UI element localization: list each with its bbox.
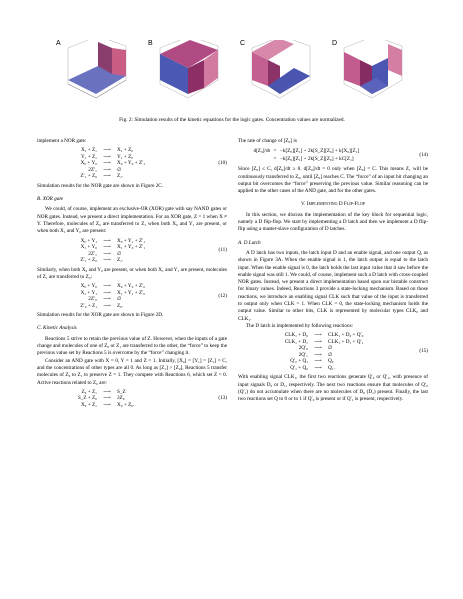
eq-row: X₁ + Y₀ ⟶ X₁ + Y₀ + Z′₁ [80,244,146,251]
equation-11 [37,238,227,264]
eq-row: Z′₀ + Z₁ ⟶ Z₀. [80,302,124,309]
eq-row: 2Z′₁ ⟶ ∅ [88,166,122,173]
kinetic-paragraph-1: Reactions 5 strive to retain the previous value of Z. However, when the inputs of a gate change and molecules of one of Z₀ or Z₁ are transferred to the other, the “force” to keep the previous value set by Reactions 5 is overcome by the “force” changing it. [37,335,227,357]
equation-14 [238,147,428,163]
latch-paragraph-1: A D latch has two inputs, the latch input D and an enable signal, and one output Q, as shown in Figure 3A. When the enable signal is 1, the latch output is equal to the latch input. When the enable signal is 0, the latch holds the last input value that it saw before the enable signal was still 1. We could, of course, implement such a D latch with cross-coupled NOR gates. Instead, we present a direct implementation based upon our bistable construct for binary values. Indeed, Reactions 3 provide a state-locking mechanism. Based on those reactions, we introduce an enabling signal CLK such that value of the input is transferred to output only when CLK = 1. When CLK = 0, the state-locking mechanism holds the output value. Similar to other bits, CLK is represented by molecular types CLK₀ and CLK₁. [238,249,428,322]
eq-row: Z₀ + Z₁ ⟶ S_Z [81,388,126,395]
eq-row: d[Z₀]/dt = −k[Z₀][Z₁] + 2k[S_Z][Z₀] + k[X₀][Z₁] [253,148,360,155]
kinetic-heading: C. Kinetic Analysis [37,325,77,332]
equation-number: (13) [218,394,227,401]
right-column [238,138,428,403]
eq-row: 2Z′₀ ⟶ ∅ [88,296,122,303]
eq-row: Q′₀ + Q₁ ⟶ Q₀ [290,358,334,365]
nor-intro: implement a NOR gate: [37,138,87,144]
figure-caption: Fig. 2: Simulation results of the kinetic equations for the logic gates. Concentration values are normalized. [119,117,345,123]
equation-number: (10) [218,159,227,166]
eq-row: CLK₁ + D₀ ⟶ CLK₁ + D₀ + Q′₀ [284,332,364,339]
eq-row: 2Z′₁ ⟶ ∅ [88,250,122,257]
panel-label-d: D [332,40,338,47]
equation-10 [37,147,227,180]
kinetic-paragraph-2: Consider an AND gate with X = 0, Y = 1 and Z = 1. Initially, [X₀] = [Y₁] = [Z₁] = C, and the concentrations of other types are all 0. As long as [Z₁] > [Z₀], Reactions 5 transfer molecules of Z₀ to Z₁ to preserve Z = 1. They compete with Reactions 6, which set Z = 0. Active reactions related to Z₀ are: [37,357,227,386]
panel-label-c: C [240,40,246,47]
eq-row: CLK₁ + D₁ ⟶ CLK₁ + D₁ + Q′₁ [284,338,364,345]
eq-row: X₀ + Y₀ ⟶ X₀ + Y₀ + Z′₀ [80,283,146,290]
equation-12 [37,283,227,309]
surface-plot-d [330,40,416,108]
surface-plot-a-graphic [54,40,140,108]
eq-row: X₀ + Z₁ ⟶ X₀ + Z₀. [80,401,135,408]
surface-plot-c [238,40,324,108]
latch-heading: A. D Latch [238,239,261,246]
eq-row: Z′₁ + Z₀ ⟶ Z₁. [80,257,124,264]
xor-paragraph-1: We could, of course, implement an exclusive-OR (XOR) gate with say NAND gates or NOR gates. Instead, we present a direct implementation. For an XOR gate, Z = 1 when X ≠ Y. Therefore, molecules of Z₀ are transferred to Z₁ when both X₀ and Y₁ are present, or when both X₁ and Y₀ are present: [37,206,227,235]
eq-row: Z′₁ + Z₀ ⟶ Z₁. [80,173,124,180]
equation-15 [238,332,428,371]
eq-row: 2Q′₀ ⟶ ∅ [298,345,333,352]
latch-paragraph-3: With enabling signal CLK₁, the first two reactions generate Q′₀ or Q′₁, with presence of input signals D₀ or D₁, respectively. The next two reactions ensure that molecules of Q′₀ (Q′₁) do not accumulate when there are no molecules of D₀ (D₁) present. Finally, the last two reactions set Q to 0 or to 1 if Q′₀ is present or if Q′₁ is present, respectively. [238,374,428,403]
equation-number: (15) [419,348,428,355]
eq-row: 2Q′₁ ⟶ ∅ [298,351,333,358]
equation-number: (14) [419,151,428,158]
section-paragraph: In this section, we discuss the implementation of the key block for sequential logic, namely a D flip-flop. We start by implementing a D latch and then we implement a D flip-flip using a master-slave configuration of D latches. [238,211,428,233]
surface-plot-d-graphic [330,40,416,108]
surface-plot-a [54,40,140,108]
eq-row: = −k[Z₀][Z₁] + 2k[S_Z][Z₀] + kC[Z₁] [273,156,354,163]
eq-row: S_Z + Z₀ ⟶ 3Z₀ [77,395,125,402]
surface-plot-c-graphic [238,40,324,108]
equation-number: (12) [218,292,227,299]
xor-heading: B. XOR gate [37,196,64,203]
figure-row [54,40,414,108]
equation-number: (11) [218,246,227,253]
xor-result: Simulation results for the XOR gate are shown in Figure 2D. [37,312,164,319]
eq-row: X₁ + Z₁ ⟶ X₁ + Z₀ [80,147,134,154]
left-column [37,138,227,411]
rate-intro: The rate of change of [Z₀] is [238,138,297,144]
nor-result: Simulation results for the NOR gate are shown in Figure 2C. [37,182,164,189]
latch-paragraph-2: The D latch is implemented by following reactions: [246,322,354,329]
eq-row: X₁ + Y₁ ⟶ X₁ + Y₁ + Z′₀ [80,289,146,296]
eq-row: Q′₁ + Q₀ ⟶ Q₁. [290,364,335,371]
eq-row: Y₁ + Z₁ ⟶ Y₁ + Z₀ [80,153,134,160]
section-heading: V. Implementing D Flip-Flop [301,201,365,208]
equation-13 [37,389,227,409]
panel-label-b: B [148,40,153,47]
surface-plot-b [146,40,232,108]
eq-row: X₀ + Y₁ ⟶ X₀ + Y₁ + Z′₁ [80,237,146,244]
rate-paragraph: Since [Z₀] ≤ C, d[Z₀]/dt ≥ 0. d[Z₀]/dt = 0 only when [Z₀] = C. This means Z₁ will be continuously transferred to Z₀, until [Z₀] reaches C. The “force” of an input bit changing an output bit overcomes the “force” preserving the previous value. Similar reasoning can be applied to the other cases of the AND gate, and for the other gates. [238,166,428,195]
surface-plot-b-graphic [146,40,232,108]
eq-row: X₀ + Y₀ ⟶ X₀ + Y₀ + Z′₁ [80,160,146,167]
panel-label-a: A [56,40,61,47]
xor-paragraph-2: Similarly, when both X₀ and Y₀ are present, or when both X₁ and Y₁ are present, molecules of Z₁ are transferred to Z₀: [37,266,227,280]
